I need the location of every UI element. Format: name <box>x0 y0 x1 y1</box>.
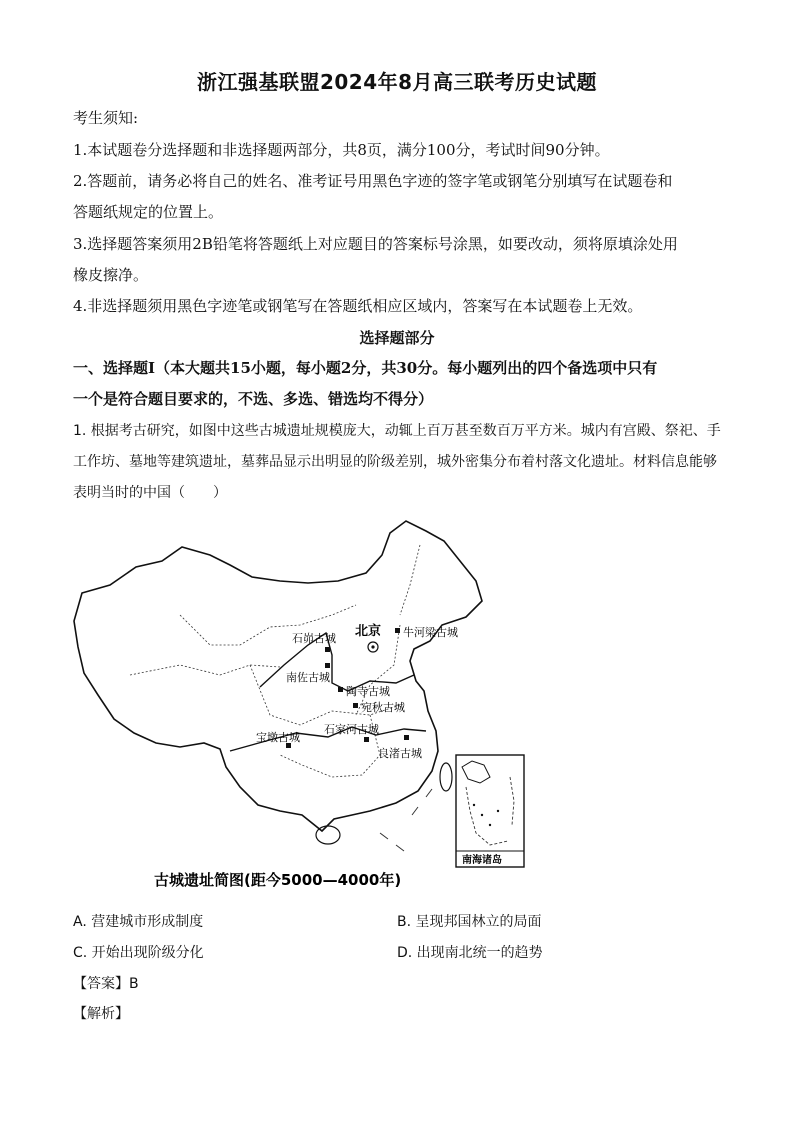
page-title: 浙江强基联盟2024年8月高三联考历史试题 <box>196 70 598 94</box>
site-label-wanqiu: 宛秋古城 <box>361 701 405 714</box>
notice-heading: 考生须知: <box>73 109 139 127</box>
map-caption: 古城遗址简图(距今5000—4000年) <box>154 871 402 889</box>
taiwan-island <box>440 763 452 791</box>
option-d: D. 出现南北统一的趋势 <box>397 945 543 961</box>
site-marker-nanzuo <box>325 663 330 668</box>
capital-label: 北京 <box>355 624 382 639</box>
part-heading-line-1: 一、选择题Ⅰ（本大题共15小题，每小题2分，共30分。每小题列出的四个备选项中只有 <box>73 359 658 377</box>
notice-item-4: 4.非选择题须用黑色字迹笔或钢笔写在答题纸相应区域内，答案写在本试题卷上无效。 <box>73 297 643 315</box>
site-label-liangzhu: 良渚古城 <box>378 747 422 760</box>
china-outline <box>74 521 482 831</box>
site-label-niuheliang: 牛河梁古城 <box>403 626 458 639</box>
notice-item-1: 1.本试题卷分选择题和非选择题两部分，共8页，满分100分，考试时间90分钟。 <box>73 141 610 159</box>
question-stem-line-2: 工作坊、墓地等建筑遗址，墓葬品显示出明显的阶级差别，城外密集分布着村落文化遗址。材料信息能够 <box>73 454 717 470</box>
section-title: 选择题部分 <box>359 329 435 347</box>
site-label-shimao: 石峁古城 <box>292 632 336 645</box>
site-label-baodun: 宝墩古城 <box>256 731 300 744</box>
site-marker-shimao <box>325 647 330 652</box>
site-marker-niuheliang <box>395 628 400 633</box>
option-a: A. 营建城市形成制度 <box>73 914 204 930</box>
inset-frame <box>456 755 524 867</box>
yellow-river <box>260 633 414 691</box>
question-stem-line-1: 1. 根据考古研究，如图中这些古城遗址规模庞大，动辄上百万甚至数百万平方米。城内有宫殿、祭祀、手 <box>73 423 721 439</box>
notice-item-3: 3.选择题答案须用2B铅笔将答题纸上对应题目的答案标号涂黑，如要改动，须将原填涂处用 <box>73 235 678 253</box>
site-label-shijiahe: 石家河古城 <box>324 723 379 736</box>
option-c: C. 开始出现阶级分化 <box>73 945 204 961</box>
site-label-taosi: 陶寺古城 <box>346 685 390 698</box>
inset-label: 南海诸岛 <box>462 855 502 866</box>
question-stem-line-3: 表明当时的中国（ ） <box>73 485 227 501</box>
notice-item-2: 2.答题前，请务必将自己的姓名、准考证号用黑色字迹的签字笔或钢笔分别填写在试题卷和 <box>73 172 673 190</box>
option-b: B. 呈现邦国林立的局面 <box>397 914 542 930</box>
site-marker-shijiahe <box>364 737 369 742</box>
site-marker-taosi <box>338 687 343 692</box>
hainan-island <box>316 826 340 844</box>
site-label-nanzuo: 南佐古城 <box>286 671 330 684</box>
notice-item-2-cont: 答题纸规定的位置上。 <box>73 203 224 221</box>
site-marker-wanqiu <box>353 703 358 708</box>
answer-line: 【答案】B <box>73 976 139 992</box>
part-heading-line-2: 一个是符合题目要求的，不选、多选、错选均不得分） <box>73 390 434 408</box>
ancient-city-map <box>70 515 530 895</box>
analysis-line: 【解析】 <box>73 1006 129 1022</box>
notice-item-3-cont: 橡皮擦净。 <box>73 266 149 284</box>
site-marker-liangzhu <box>404 735 409 740</box>
